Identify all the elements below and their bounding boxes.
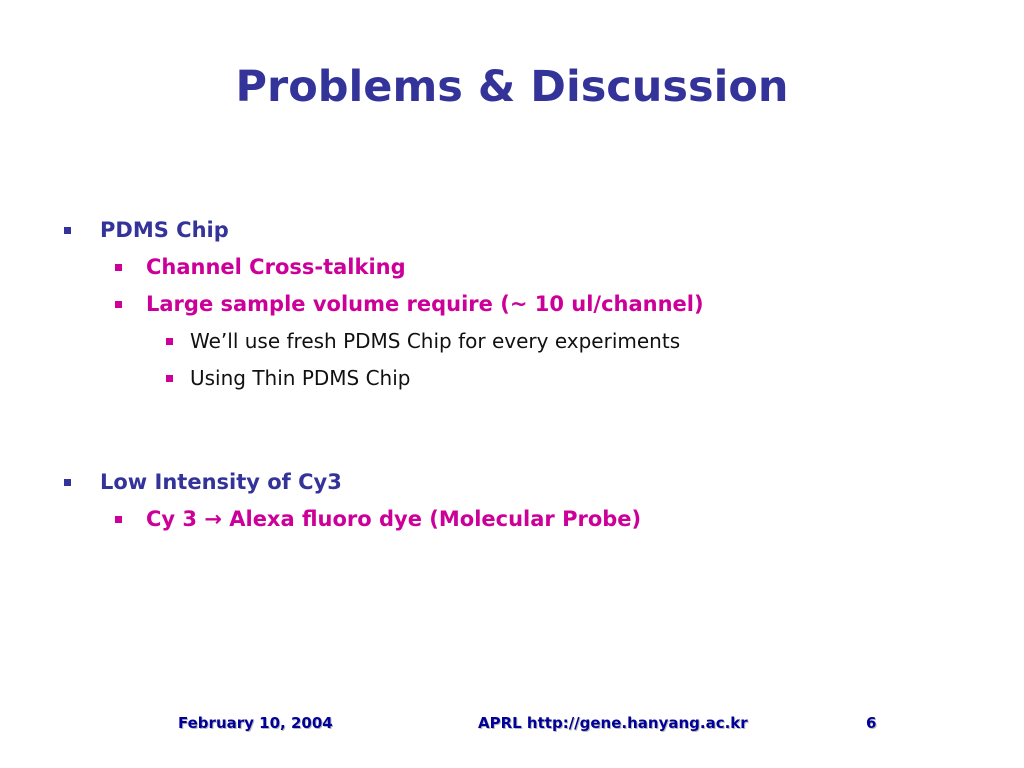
- sub-sub-bullet-item: [166, 325, 680, 357]
- footer-page-number: 6: [866, 714, 877, 732]
- bullet-item: [64, 466, 342, 498]
- bullet-text: PDMS Chip: [100, 218, 229, 242]
- bullet-text: Cy 3 → Alexa fluoro dye (Molecular Probe): [146, 507, 642, 531]
- square-bullet-icon: [115, 516, 122, 523]
- footer-center-text: APRL http://gene.hanyang.ac.kr: [478, 714, 748, 732]
- square-bullet-icon: [166, 375, 173, 382]
- footer-date: February 10, 2004: [178, 714, 333, 732]
- sub-bullet-item: [115, 251, 406, 283]
- bullet-text: Channel Cross-talking: [146, 255, 406, 279]
- square-bullet-icon: [64, 479, 71, 486]
- bullet-text: Using Thin PDMS Chip: [190, 366, 411, 390]
- sub-sub-bullet-item: [166, 362, 411, 394]
- bullet-text: Low Intensity of Cy3: [100, 470, 342, 494]
- bullet-text: Large sample volume require (~ 10 ul/channel): [146, 292, 704, 316]
- slide-title: Problems & Discussion: [235, 62, 789, 112]
- square-bullet-icon: [166, 338, 173, 345]
- sub-bullet-item: [115, 288, 704, 320]
- square-bullet-icon: [115, 264, 122, 271]
- square-bullet-icon: [115, 301, 122, 308]
- sub-bullet-item: [115, 503, 641, 535]
- square-bullet-icon: [64, 227, 71, 234]
- bullet-item: [64, 214, 229, 246]
- bullet-text: We’ll use fresh PDMS Chip for every experiments: [190, 329, 681, 353]
